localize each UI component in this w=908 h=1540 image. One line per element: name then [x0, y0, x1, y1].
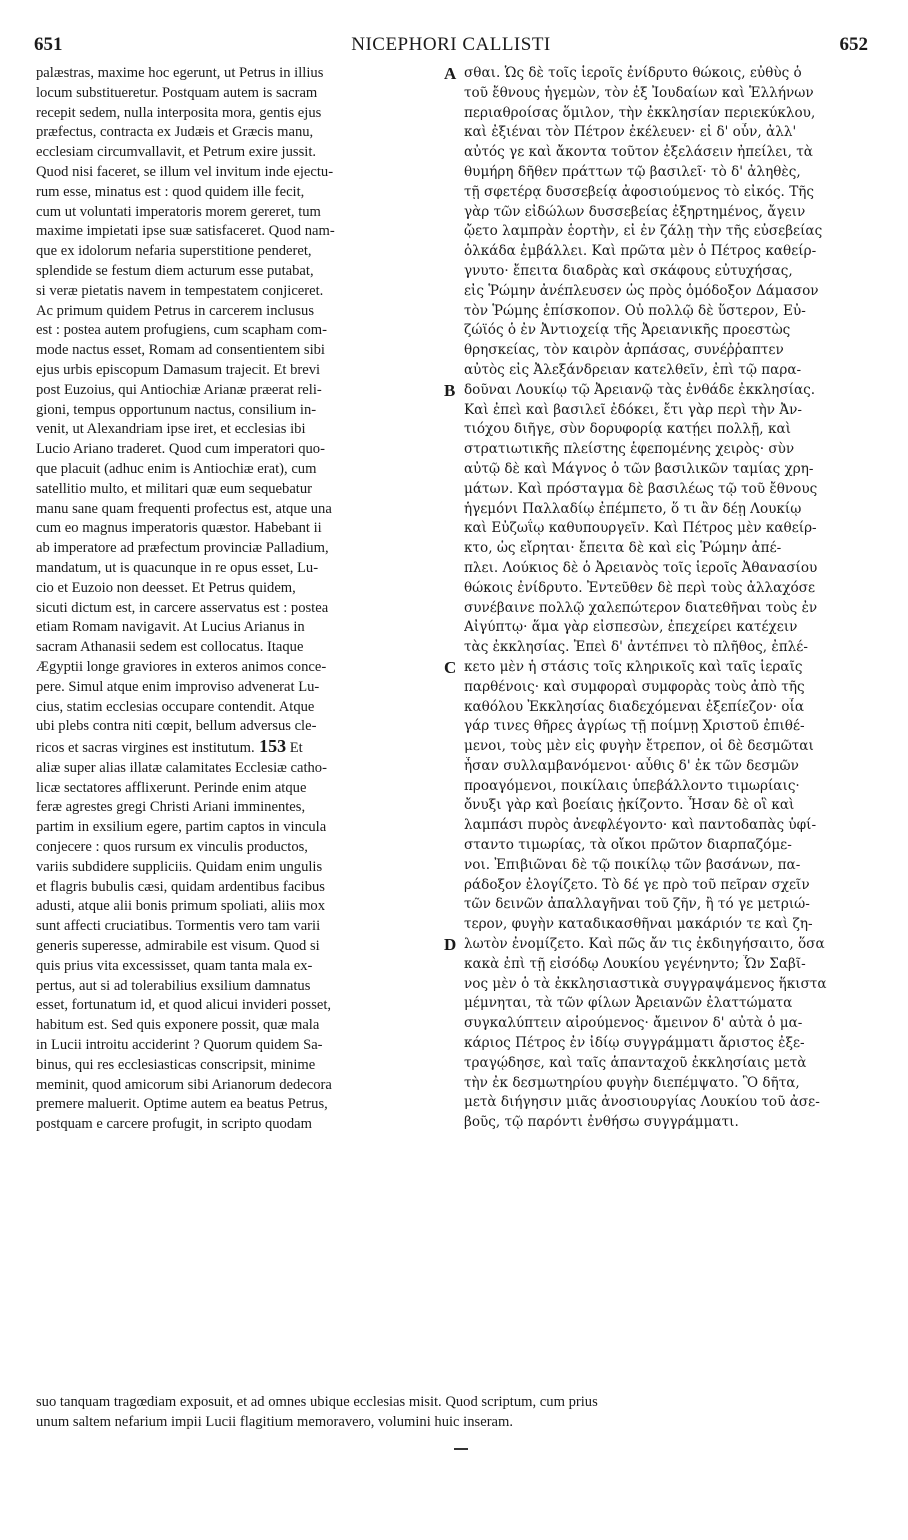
line-text: ricos et sacras virgines est institutum.: [36, 740, 255, 757]
line-text: Ægyptii longe graviores in exteros animos conce-: [36, 658, 327, 675]
line-text: sunt affecti cruciatibus. Tormentis vero tam varii: [36, 918, 321, 935]
line-text: αὐτὸς εἰς Ἀλεξάνδρειαν κατελθεῖν, ἐπὶ τῷ παρα-: [464, 361, 802, 378]
text-line: [464, 618, 882, 638]
line-text: manu sane quam frequenti profectus est, atque una: [36, 500, 332, 517]
line-text: περιαθροίσας ὅμιλον, τὴν ἐκκλησίαν περιεκύκλου,: [464, 104, 816, 121]
text-line: [464, 895, 882, 915]
line-text: mode nactus esset, Romam ad consentientem sibi: [36, 342, 325, 359]
line-text: etiam Romam navigavit. At Lucius Arianus in: [36, 619, 305, 636]
text-line: [464, 915, 882, 935]
line-text: venit, ut Alexandriam ipse iret, et ecclesias ibi: [36, 421, 306, 438]
text-line: [36, 401, 440, 421]
line-text: τῇ σφετέρᾳ δυσσεβείᾳ ἀφοσιούμενος τὸ εἰκός. Τῆς: [464, 183, 815, 200]
text-line: [36, 717, 440, 737]
text-line: [464, 717, 882, 737]
text-line: [36, 282, 440, 302]
line-text: σταντο τιμωρίας, τὰ οἴκοι πρῶτον διαρπαζόμε-: [464, 837, 792, 854]
text-line: [464, 955, 882, 975]
text-line: [36, 1016, 440, 1036]
line-text: Lucio Ariano traderet. Quod cum imperatori quo-: [36, 441, 325, 458]
line-text: ᾤετο λαμπρὰν ἑορτὴν, εἰ ἐν ζάλῃ τὴν τῆς εὐσεβείας: [464, 223, 823, 240]
text-line: [464, 658, 882, 678]
line-text: cum eo magnus imperatoris quæstor. Habebant ii: [36, 520, 322, 537]
line-text: que placuit (adhuc enim is Antiochiæ erat), cum: [36, 460, 317, 477]
line-text: habitum est. Sed quis exponere possit, quæ mala: [36, 1017, 320, 1034]
line-text: est : postea autem profugiens, cum scapham com-: [36, 322, 327, 339]
line-text: palæstras, maxime hoc egerunt, ut Petrus in illius: [36, 65, 324, 81]
line-text: recepit sedem, nulla interposita mora, gentis ejus: [36, 104, 322, 121]
text-line: [464, 84, 882, 104]
line-text: θυμήρη δῆθεν πράττων τῷ βασιλεῖ· τὸ δ' ἀληθὲς,: [464, 163, 801, 180]
text-line: [464, 242, 882, 262]
line-text: Καὶ ἐπεὶ καὶ βασιλεῖ ἐδόκει, ἔτι γὰρ περὶ τὴν Ἀν-: [464, 401, 802, 418]
line-text: sicuti dictum est, in carcere asservatus est : postea: [36, 599, 329, 616]
text-line: [36, 123, 440, 143]
line-text: νος μὲν ὁ τὰ ἐκκλησιαστικὰ συγγραψάμενος ἥκιστα: [464, 975, 827, 992]
line-text: λαμπάσι πυρὸς ἀνεφλέγοντο· καὶ παντοδαπὰς ὑφί-: [464, 817, 817, 834]
text-line: [464, 183, 882, 203]
line-text: γάρ τινες θῆρες ἀγρίως τῇ ποίμνῃ Χριστοῦ ἐπιθέ-: [464, 718, 805, 735]
line-text: ecclesiam circumvallavit, et Petrum exire jussit.: [36, 144, 317, 161]
greek-column: [464, 64, 882, 1133]
line-text: que ex idolorum nefaria superstitione penderet,: [36, 243, 312, 260]
text-line: [464, 440, 882, 460]
text-line: [464, 361, 882, 381]
text-line: [36, 957, 440, 977]
text-line: [464, 1034, 882, 1054]
line-text: θώκοις ἐνίδρυτο. Ἐντεῦθεν δὲ περὶ τοὺς ἀλλαχόσε: [464, 579, 816, 596]
line-text: νοι. Ἐπιβιῶναι δὲ τῷ ποικίλῳ τῶν βασάνων, πα-: [464, 856, 801, 873]
text-line: [464, 796, 882, 816]
text-line: [36, 262, 440, 282]
text-line: [36, 539, 440, 559]
line-text: ὄνυξι γὰρ καὶ βοείαις ᾐκίζοντο. Ἦσαν δὲ οἳ καὶ: [464, 797, 795, 814]
text-line: [36, 678, 440, 698]
text-line: [464, 816, 882, 836]
line-text: generis superesse, admirabile est visum. Quod si: [36, 938, 320, 955]
line-text: satellitio multo, et militari quæ eum sequebatur: [36, 480, 313, 497]
text-line: [36, 302, 440, 322]
line-text: ἦσαν συλλαμβανόμενοι· αὖθις δ' ἐκ τῶν δεσμῶν: [464, 757, 799, 774]
text-line: [464, 599, 882, 619]
line-text: μετὰ διήγησιν μιᾶς ἀνοσιουργίας Λουκίου τοῦ ἀσε-: [464, 1094, 820, 1111]
text-line: [36, 242, 440, 262]
line-text: αὐτῷ δὲ καὶ Μάγνος ὁ τῶν βασιλικῶν ταμίας χρη-: [464, 460, 814, 477]
text-line: [36, 1393, 882, 1413]
line-text: postquam e carcere profugit, in scripto quodam: [36, 1116, 312, 1133]
line-text: Ac primum quidem Petrus in carcerem inclusus: [36, 302, 315, 319]
line-text: ubi plebs contra niti cœpit, bellum adversus cle-: [36, 718, 317, 735]
line-text: ζώϊός ὁ ἐν Ἀντιοχείᾳ τῆς Ἀρειανικῆς προεστὼς: [464, 322, 791, 339]
text-line: [464, 302, 882, 322]
text-line: [36, 798, 440, 818]
line-text: ab imperatore ad præfectum provinciæ Palladium,: [36, 540, 329, 557]
line-text: συγκαλύπτειν αἱρούμενος· ἄμεινον δ' αὐτὰ ὁ μα-: [464, 1015, 803, 1032]
text-line: [36, 599, 440, 619]
line-text: δοῦναι Λουκίῳ τῷ Ἀρειανῷ τὰς ἐνθάδε ἐκκλησίας.: [464, 381, 816, 398]
line-text: gioni, tempus opportunum nactus, consilium in-: [36, 401, 317, 418]
text-line: [464, 876, 882, 896]
text-line: [36, 341, 440, 361]
line-text: pere. Simul atque enim improviso advenerat Lu-: [36, 678, 320, 695]
text-line: [464, 104, 882, 124]
line-text: τοῦ ἔθνους ἡγεμὼν, τὸν ἐξ Ἰουδαίων καὶ Ἑλλήνων: [464, 84, 814, 101]
text-line: [36, 977, 440, 997]
text-line: [36, 897, 440, 917]
text-line: [36, 917, 440, 937]
running-head: NICEPHORI CALLISTI: [351, 34, 551, 55]
text-line: [464, 1054, 882, 1074]
line-text: in Lucii introitu acciderint ? Quorum quidem Sa-: [36, 1037, 323, 1054]
line-text: θρησκείας, τὸν καιρὸν ἁρπάσας, συνέῤῥαπτεν: [464, 342, 784, 359]
line-text: τὰς ἐκκλησίας. Ἐπεὶ δ' ἀντέπνει τὸ πλῆθος, ἐπλέ-: [464, 639, 808, 656]
text-line: [464, 1093, 882, 1113]
line-text: Quod nisi faceret, se illum vel invitum inde ejectu-: [36, 163, 334, 180]
text-line: [36, 222, 440, 242]
line-text: εἰς Ῥώμην ἀνέπλευσεν ὡς πρὸς ὁμόδοξον Δάμασον: [464, 282, 819, 299]
text-line: [36, 818, 440, 838]
line-text: conjecere : quos rursum ex vinculis productos,: [36, 839, 308, 856]
inline-after: Et: [286, 740, 303, 757]
line-text: λωτὸν ἐνομίζετο. Καὶ πῶς ἄν τις ἐκδιηγήσαιτο, ὅσα: [464, 936, 825, 953]
text-line: [36, 858, 440, 878]
text-line: [464, 579, 882, 599]
line-text: adusti, atque alii bonis primum spoliati, aliis mox: [36, 898, 326, 915]
text-line: [464, 757, 882, 777]
line-text: ἡγεμόνι Παλλαδίῳ ἐπέμπετο, ὅ τι ἂν δέῃ Λουκίῳ: [464, 500, 802, 517]
page-number-left: 651: [34, 34, 63, 55]
margin-marker: C: [444, 658, 457, 677]
margin-marker: D: [444, 935, 457, 955]
line-text: κετο μὲν ἡ στάσις τοῖς κληρικοῖς καὶ ταῖς ἱεραῖς: [464, 658, 803, 675]
text-line: [464, 559, 882, 579]
text-line: [36, 440, 440, 460]
line-text: συνέβαινε πολλῷ χαλεπώτερον διατεθῆναι τοὺς ἐν: [464, 599, 818, 616]
text-line: [464, 222, 882, 242]
text-line: [36, 143, 440, 163]
line-text: καὶ ἐξιέναι τὸν Πέτρον ἐκέλευεν· εἰ δ' οὖν, ἀλλ': [464, 124, 797, 141]
text-line: [36, 500, 440, 520]
text-line: [464, 994, 882, 1014]
line-text: rum esse, minatus est : quod quidem ille fecit,: [36, 183, 305, 200]
text-line: [36, 203, 440, 223]
margin-marker: B: [444, 380, 456, 400]
text-line: [36, 638, 440, 658]
line-text: pertus, aut si ad tolerabilius exsilium damnatus: [36, 977, 311, 994]
line-text: γὰρ τῶν εἰδώλων δυσσεβείας ἐξηρτημένος, ἄγειν: [464, 203, 806, 220]
text-line: [464, 519, 882, 539]
line-text: ὁλκάδα ἐμβάλλει. Καὶ πρῶτα μὲν ὁ Πέτρος καθείρ-: [464, 243, 817, 260]
text-line: [464, 203, 882, 223]
line-text: μενοι, τοὺς μὲν εἰς φυγὴν ἔτρεπον, οἱ δὲ δεσμῶται: [464, 738, 814, 755]
line-text: cum ut voluntati imperatoris morem gereret, tum: [36, 203, 321, 220]
text-line: [464, 123, 882, 143]
text-line: [36, 361, 440, 381]
text-line: [36, 183, 440, 203]
line-text: στρατιωτικῆς πλείστης ἑφεπομένης χειρὸς· σὺν: [464, 441, 795, 458]
text-line: [36, 321, 440, 341]
text-line: [36, 1115, 440, 1135]
column-number: 153: [254, 737, 287, 757]
line-text: præfectus, contracta ex Judæis et Græcis manu,: [36, 124, 314, 141]
line-text: προαγόμενοι, ποικίλαις ὑπεβάλλοντο τιμωρίαις·: [464, 777, 800, 794]
text-line: [464, 1014, 882, 1034]
line-text: splendide se festum diem acturum esse putabat,: [36, 262, 314, 279]
line-text: μέμνηται, τὰ τῶν φίλων Ἀρειανῶν ἐλαττώματα: [464, 995, 793, 1012]
line-text: πλει. Λούκιος δὲ ὁ Ἀρειανὸς τοῖς ἱεροῖς Ἀθανασίου: [464, 559, 818, 576]
line-text: post Euzoius, qui Antiochiæ Arianæ præerat reli-: [36, 381, 322, 398]
text-line: [36, 559, 440, 579]
text-line: [464, 1113, 882, 1133]
text-line: [36, 658, 440, 678]
line-text: mandatum, ut is quacunque in re opus esset, Lu-: [36, 559, 319, 576]
text-line: [36, 759, 440, 779]
line-text: κάριος Πέτρος ἐν ἰδίῳ συγγράμματι ἄριστος ἐξε-: [464, 1035, 805, 1052]
line-text: τιόχου διῆγε, σὺν δορυφορίᾳ κατῄει πολλῇ, καὶ: [464, 421, 791, 438]
line-text: feræ agrestes gregi Christi Ariani imminentes,: [36, 799, 306, 816]
line-text: licæ sectatores afflixerunt. Perinde enim atque: [36, 779, 307, 796]
bottom-paragraph: [36, 1393, 882, 1433]
text-line: [464, 836, 882, 856]
text-line: [464, 321, 882, 341]
page-number-right: 652: [839, 34, 868, 55]
line-text: αὐτός γε καὶ ἄκοντα τοῦτον ἐξελάσειν ἠπείλει, τὰ: [464, 144, 813, 161]
line-text: Αἰγύπτῳ· ἅμα γὰρ εἰσπεσὼν, ἐπεχείρει κατέχειν: [464, 619, 798, 636]
text-line: [36, 1036, 440, 1056]
text-line: [36, 84, 440, 104]
text-line: [464, 420, 882, 440]
text-line: [464, 935, 882, 955]
line-text: meminit, quod amicorum sibi Arianorum dedecora: [36, 1076, 332, 1093]
line-text: aliæ super alias illatæ calamitates Ecclesiæ catho-: [36, 759, 327, 776]
text-line: [464, 64, 882, 84]
line-text: cius, statim ecclesias occupare contendit. Atque: [36, 698, 315, 715]
page-header: [34, 34, 868, 60]
text-line: [36, 737, 440, 759]
text-line: [36, 104, 440, 124]
text-line: [36, 1095, 440, 1115]
text-line: [36, 878, 440, 898]
end-rule: [454, 1448, 468, 1450]
text-line: [36, 381, 440, 401]
text-line: [464, 975, 882, 995]
line-text: βοῦς, τῷ παρόντι ἐνθήσω συγγράμματι.: [464, 1114, 739, 1131]
text-line: [464, 698, 882, 718]
line-text: et flagris bubulis cæsi, quidam ardentibus facibus: [36, 878, 325, 895]
margin-marker: A: [444, 64, 457, 83]
line-text: partim in exsilium egere, partim captos in vincula: [36, 819, 327, 836]
line-text: variis subdidere suppliciis. Quidam enim ungulis: [36, 858, 323, 875]
line-text: σθαι. Ὡς δὲ τοῖς ἱεροῖς ἐνίδρυτο θώκοις, εὐθὺς ὁ: [464, 65, 802, 81]
line-text: unum saltem nefarium impii Lucii flagitium memoravero, volumini huic inseram.: [36, 1413, 514, 1430]
line-text: esset, fortunatum id, et quod alicui invideri posset,: [36, 997, 332, 1014]
line-text: sacram Athanasii sedem est collocatus. Itaque: [36, 639, 304, 656]
text-line: [36, 460, 440, 480]
line-text: τῶν δεινῶν ἀπαλλαγῆναι τοῦ ζῆν, ἢ τό γε μετριώ-: [464, 896, 810, 913]
text-line: [464, 480, 882, 500]
line-text: μάτων. Καὶ πρόσταγμα δὲ βασιλέως τῷ τοῦ ἔθνους: [464, 480, 818, 497]
text-line: [36, 1056, 440, 1076]
text-line: [464, 341, 882, 361]
text-line: [464, 262, 882, 282]
line-text: γνυτο· ἔπειτα διαδρὰς καὶ σκάφους εὐτυχήσας,: [464, 262, 793, 279]
text-line: [36, 937, 440, 957]
text-line: [464, 163, 882, 183]
line-text: premere maluerit. Optime autem ea beatus Petrus,: [36, 1096, 328, 1113]
text-line: [464, 1074, 882, 1094]
text-line: [464, 539, 882, 559]
line-text: cio et Euzoio non deesset. Et Petrus quidem,: [36, 579, 296, 596]
text-line: [36, 838, 440, 858]
line-text: κτο, ὡς εἴρηται· ἔπειτα δὲ καὶ εἰς Ῥώμην ἀπέ-: [464, 540, 782, 557]
text-line: [464, 737, 882, 757]
line-text: ράδοξον ἐλογίζετο. Τὸ δέ γε πρὸ τοῦ πεῖραν σχεῖν: [464, 876, 810, 893]
text-line: [36, 64, 440, 84]
text-line: [36, 779, 440, 799]
line-text: si veræ pietatis navem in tempestatem conjiceret.: [36, 282, 324, 299]
line-text: καὶ Εὐζωΐῳ καθυπουργεῖν. Καὶ Πέτρος μὲν καθείρ-: [464, 520, 817, 537]
text-line: [36, 163, 440, 183]
text-line: [464, 777, 882, 797]
text-line: [464, 381, 882, 401]
text-line: [464, 678, 882, 698]
line-text: κακὰ ἐπὶ τῇ εἰσόδῳ Λουκίου γεγένηντο; Ὧν Σαβῖ-: [464, 955, 806, 972]
line-text: καθόλου Ἐκκλησίας διαδεχόμεναι ἐξεπίεζον· οἷα: [464, 698, 805, 715]
line-text: τὸν Ῥώμης ἐπίσκοπον. Οὐ πολλῷ δὲ ὕστερον, Εὐ-: [464, 302, 806, 319]
text-line: [36, 996, 440, 1016]
text-line: [36, 1076, 440, 1096]
text-line: [36, 420, 440, 440]
text-line: [36, 618, 440, 638]
text-line: [464, 401, 882, 421]
latin-column: [36, 64, 440, 1135]
line-text: locum substitueretur. Postquam autem is sacram: [36, 84, 318, 101]
line-text: παρθένοις· καὶ συμφοραὶ συμφορὰς τοὺς ἀπὸ τῆς: [464, 678, 805, 695]
line-text: τὴν ἐκ δεσμωτηρίου φυγὴν διεπέμψατο. Ὃ δῆτα,: [464, 1074, 800, 1091]
line-text: τερον, φυγὴν καταδικασθῆναι μακάριόν τε καὶ ζη-: [464, 916, 813, 933]
text-line: [464, 460, 882, 480]
line-text: quis prius vita excessisset, quam tanta mala ex-: [36, 957, 313, 974]
line-text: binus, qui res ecclesiasticas conscripsit, minime: [36, 1056, 316, 1073]
text-line: [464, 638, 882, 658]
line-text: maxime impietati ipse suæ satisfaceret. Quod nam-: [36, 223, 335, 240]
line-text: τραγῴδησε, καὶ ταῖς ἁπανταχοῦ ἐκκλησίαις μετὰ: [464, 1054, 807, 1071]
text-line: [36, 698, 440, 718]
text-line: [36, 519, 440, 539]
line-text: suo tanquam tragœdiam exposuit, et ad omnes ubique ecclesias misit. Quod scriptum, cum prius: [36, 1394, 598, 1410]
text-line: [464, 500, 882, 520]
text-line: [36, 480, 440, 500]
text-line: [464, 856, 882, 876]
text-line: [36, 1413, 882, 1433]
text-line: [36, 579, 440, 599]
text-line: [464, 282, 882, 302]
line-text: ejus urbis episcopum Damasum trajecit. Et brevi: [36, 361, 321, 378]
text-line: [464, 143, 882, 163]
